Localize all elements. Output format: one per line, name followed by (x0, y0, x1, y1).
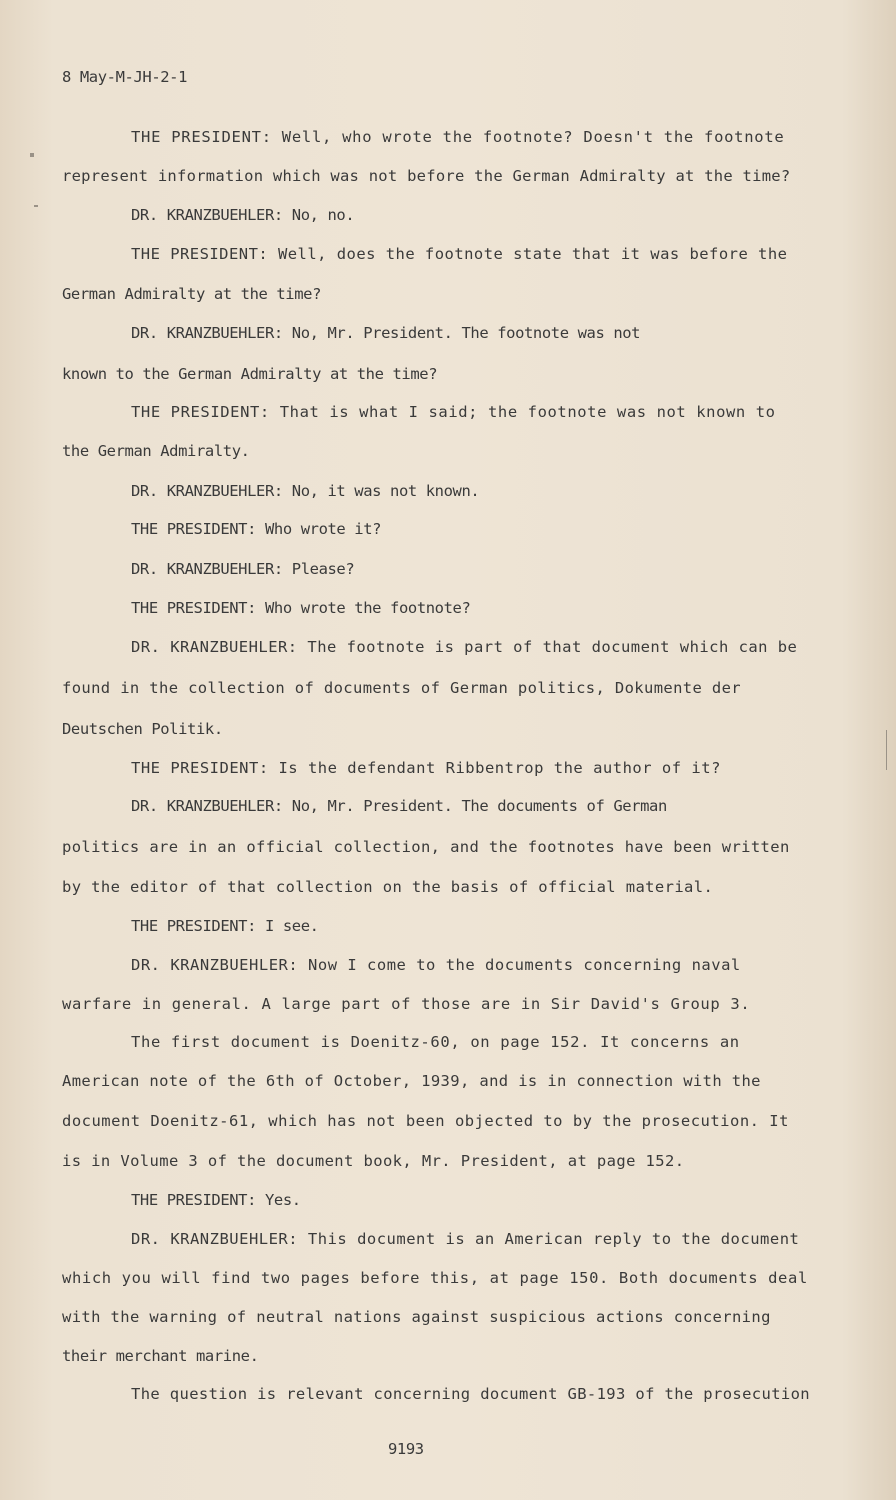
transcript-line: document Doenitz-61, which has not been objected to by the prosecution. It (62, 1112, 789, 1130)
transcript-line: The first document is Doenitz-60, on page 152. It concerns an (131, 1033, 740, 1051)
transcript-line: THE PRESIDENT: I see. (131, 917, 319, 935)
transcript-line: represent information which was not before the German Admiralty at the time? (62, 167, 791, 185)
transcript-line: DR. KRANZBUEHLER: The footnote is part of that document which can be (131, 638, 798, 656)
transcript-line: THE PRESIDENT: Who wrote it? (131, 520, 382, 538)
transcript-line: THE PRESIDENT: Well, does the footnote state that it was before the (131, 245, 788, 263)
transcript-line: Deutschen Politik. (62, 720, 223, 738)
punch-mark (34, 205, 38, 207)
transcript-line: by the editor of that collection on the basis of official material. (62, 878, 714, 896)
transcript-line: DR. KRANZBUEHLER: No, no. (131, 206, 355, 224)
transcript-line: THE PRESIDENT: That is what I said; the footnote was not known to (131, 403, 776, 421)
transcript-line: The question is relevant concerning document GB-193 of the prosecution (131, 1385, 810, 1403)
transcript-line: THE PRESIDENT: Who wrote the footnote? (131, 599, 471, 617)
transcript-line: is in Volume 3 of the document book, Mr. President, at page 152. (62, 1152, 685, 1170)
transcript-line: warfare in general. A large part of those are in Sir David's Group 3. (62, 995, 751, 1013)
transcript-line: American note of the 6th of October, 1939, and is in connection with the (62, 1072, 761, 1090)
transcript-line: found in the collection of documents of German politics, Dokumente der (62, 679, 741, 697)
transcript-line: German Admiralty at the time? (62, 285, 322, 303)
transcript-line: DR. KRANZBUEHLER: Please? (131, 560, 355, 578)
transcript-line: the German Admiralty. (62, 442, 250, 460)
transcript-line: THE PRESIDENT: Yes. (131, 1191, 301, 1209)
transcript-line: DR. KRANZBUEHLER: Now I come to the documents concerning naval (131, 956, 741, 974)
transcript-line: which you will find two pages before this, at page 150. Both documents deal (62, 1269, 808, 1287)
document-header-code: 8 May-M-JH-2-1 (62, 68, 188, 86)
transcript-line: with the warning of neutral nations against suspicious actions concerning (62, 1308, 771, 1326)
page-number: 9193 (388, 1440, 424, 1458)
transcript-line: DR. KRANZBUEHLER: No, Mr. President. The footnote was not (131, 324, 641, 342)
transcript-line: politics are in an official collection, and the footnotes have been written (62, 838, 790, 856)
transcript-line: DR. KRANZBUEHLER: No, Mr. President. The documents of German (131, 797, 667, 815)
punch-mark (30, 153, 34, 157)
transcript-line: DR. KRANZBUEHLER: No, it was not known. (131, 482, 480, 500)
edge-line (886, 730, 887, 770)
transcript-line: DR. KRANZBUEHLER: This document is an American reply to the document (131, 1230, 800, 1248)
transcript-line: THE PRESIDENT: Is the defendant Ribbentrop the author of it? (131, 759, 721, 777)
transcript-line: known to the German Admiralty at the time? (62, 365, 438, 383)
transcript-line: THE PRESIDENT: Well, who wrote the footnote? Doesn't the footnote (131, 128, 785, 146)
transcript-line: their merchant marine. (62, 1347, 259, 1365)
